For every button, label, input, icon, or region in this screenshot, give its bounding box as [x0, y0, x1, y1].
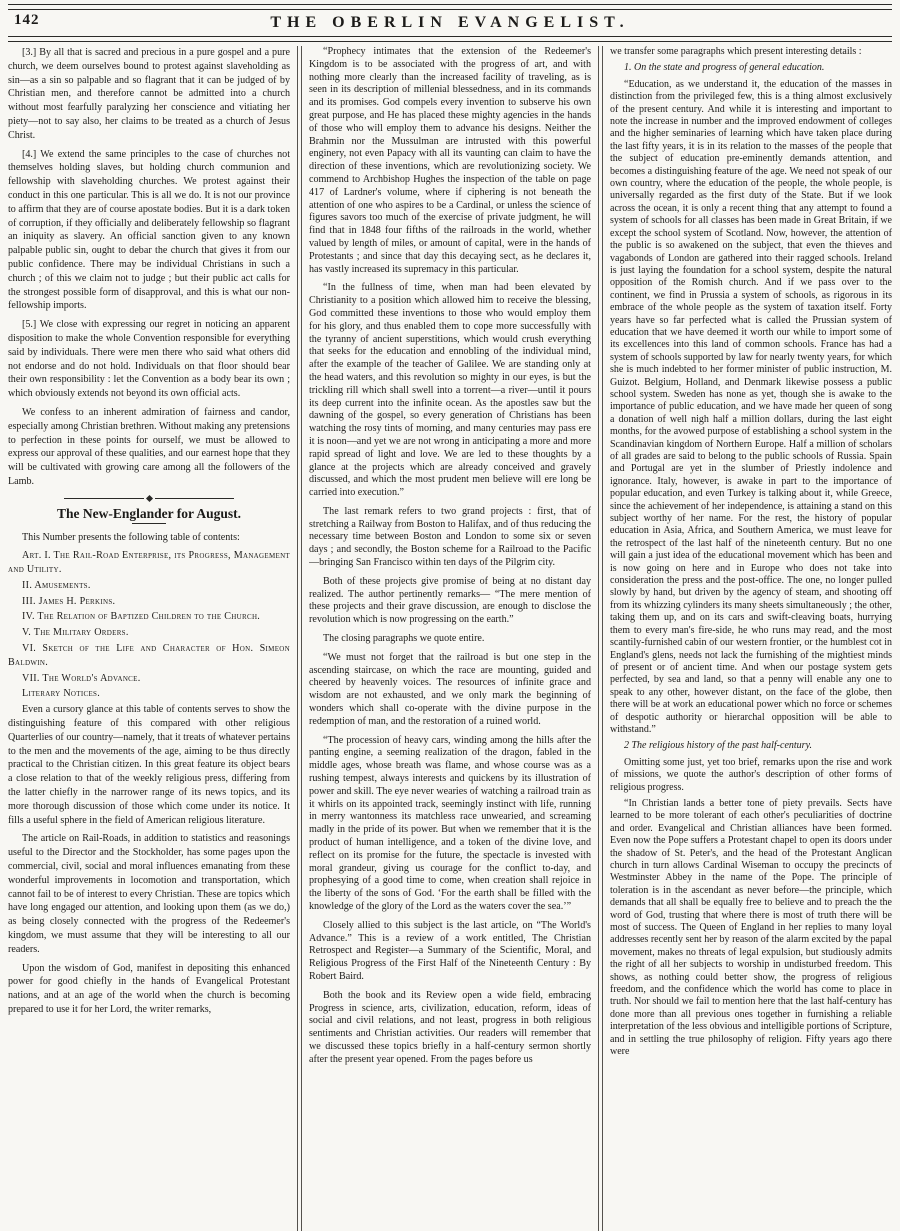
paragraph: “We must not forget that the railroad is but one step in the ascending staircase, on which the race are mounting, guided and cheered by heavenly voices. The resources of infinite grace and wisdom are not exhausted, and we only mark the beginning of wonders which shall co-operate with the divine purpose in the redemption of man, and the restoration of a ruined world. — [309, 651, 591, 727]
column-separator — [598, 46, 603, 1231]
paper-title: THE OBERLIN EVANGELIST. — [270, 14, 630, 31]
paragraph: “In Christian lands a better tone of piety prevails. Sects have learned to be more tolerant of each other's peculiarities of doctrine and order. Evangelical and Christian alliances have been formed. Even now the Pope suffers a Protestant chapel to open its doors under the shadow of St. Peter's, and the head of the Protestant Anglican church in turn allows Cardinal Wiseman to occupy the precincts of Westminster Abbey in the name of the Pope. The principle of toleration is in the ascendant as never before—the principle, which demands that all shall be equally free to believe and to preach the the word of God, trusting that where there is most of truth there will be most of success. The Queen of England in her replies to many loyal addresses recently sent her by reason of the alarm excited by the papal movement, makes no threats of legal expulsion, but studiously admits the right of all her subjects to worship in undisturbed freedom. This shows, as nothing could better show, the progress of religious freedom, and the confidence which the world has come to place in truth. Nor should we fail to mention here that the last half-century has done more than all previous ones together in furnishing a reliable interpretation of the less obvious and intelligible portions of Scripture, and in settling the true philosophy of religion. Fifty years ago there were — [610, 797, 892, 1058]
column-right — [610, 46, 892, 1231]
paragraph: Even a cursory glance at this table of contents serves to show the distinguishing feature of this compared with other religious Quarterlies of our country—namely, that it treats of whatever pertains to the men and the movements of the age, aiming to be thus directly practical to the Christian citizen. In this great feature its object bears a close relation to that of the weekly religious press, differing from the latter chiefly in the narrower range of its news topics, and its more thorough discussion of those which come under its notice. It fills a useful sphere in the field of American religious literature. — [8, 704, 290, 826]
toc-item: Art. I. The Rail-Road Enterprise, its Progress, Management and Utility. — [8, 550, 290, 576]
heading-underline — [132, 523, 166, 524]
toc-item: III. James H. Perkins. — [22, 595, 116, 607]
paragraph: We confess to an inherent admiration of fairness and candor, especially among Christian brethren. Without making any pretensions to perfection in these points for ourself, we must be allowed to express our approval of these qualities, and our earnest hope that they will be cultivated with growing care among all the followers of the Lamb. — [8, 406, 290, 487]
paragraph: Upon the wisdom of God, manifest in depositing this enhanced power for good chiefly in the hands of Evangelical Protestant nations, and at an age of the world when the church is becoming prepared to use it for her Lord, the writer remarks, — [8, 962, 290, 1015]
toc-item: Literary Notices. — [22, 688, 101, 700]
paragraph: Both the book and its Review open a wide field, embracing Progress in science, arts, civilization, education, reform, ideas of social and civil relations, and not least, progress in both religious sentiments and Christian activities. Our readers will remember that we discussed these topics briefly in a half-century sermon shortly after the present year opened. From the pages before us — [309, 989, 591, 1065]
column-middle — [309, 46, 591, 1231]
page-number: 142 — [14, 12, 40, 28]
paragraph: The closing paragraphs we quote entire. — [323, 633, 485, 645]
paragraph: Both of these projects give promise of being at no distant day realized. The author pertinently remarks— “The mere mention of these projects and their grave discussion, are enough to disclose the revolution which is now progressing on the earth.” — [309, 575, 591, 626]
section-heading-italic: 2 The religious history of the past half-century. — [624, 740, 812, 752]
paragraph: [4.] We extend the same principles to the case of churches not themselves holding slaves, but holding church communion and fellowship with slaveholding churches. We protest against their conduct in this one particular. This is all we do. It is not our province to affirm that they are of course apostate bodies. But it is a dark token of corruption, if they officially and deliberately fellowship so flagrant an iniquity as slavery. An official sanction given to any known palpable public sin, ought to debar the church that gives it from our public confidence. There may be individual Christians in such a church ; of this we claim not to judge ; but their public act calls for the strongest possible form of disapproval, and this is what our non-fellowship imports. — [8, 148, 290, 312]
paragraph: Omitting some just, yet too brief, remarks upon the rise and work of missions, we quote the author's description of other forms of religious progress. — [610, 756, 892, 793]
toc-item: VI. Sketch of the Life and Character of Hon. Simeon Baldwin. — [8, 643, 290, 668]
paragraph: “In the fullness of time, when man had been elevated by Christianity to a position which allowed him to receive the blessing, God committed these inventions to those who would employ them for his glory, and thus enabled them to cope more successfully with the tyranny of ancient superstitions, which would crush everything that seeks for the education and ennobling of the individual mind, after the example of the teacher of Galilee. We are standing only at the head waters, and this revolution so mighty in our eyes, is but the trickling rill which shall swell into a torrent—a river—until it pours its deep current into the infinite ocean. As the apostles saw but the dawning of the gospel, so every generation of Christians has been watching the rosy tints of morning, and many centuries may pass ere it is noon—and yet we are not wrong in anticipating a more and more rapid spread of light and love. We are led to these thoughts by a glance at the projects which are already conceived and gravely discussed, and which the most prudent men believe will ere long be carried into execution.” — [309, 282, 591, 499]
paragraph: “Education, as we understand it, the education of the masses in distinction from the privileged few, this is a thing almost exclusively of the present century. And while it is interesting and important to note the increase in number and the improved endowment of colleges and the higher seminaries of learning which have taken place during the last fifty years, it is in its relation to the masses of the people that the subject of education pre-eminently demands attention, and becomes a distinguishing feature of the age. We need not speak of our own country, where the education of the people, the whole people, is universally regarded as the first duty of the State. But if we look across the ocean, it is only a recent thing that any attempt to found a system of schools for all classes has been made in Great Britain, if we except the school system of Scotland. Now, however, the attention of the public is so awakened on the subject, that even the thieves and vagabonds of London are gathered into their ragged schools. Ireland is just laying the foundation for a school system, despite the natural opposition of the Romish church. And if we pass over to the continent, we find in Prussia a system of schools, as rigorous in its embrace of the whole people as the system of taxation itself. Forty years have so far perfected what is called the Prussian system of education that we have deemed it worth our while to import some of its excellences into this land of common schools. France has had a system of schools supported by law for nearly twenty years, for which she is much indebted to her former minister of public instruction, M. Guizot. Belgium, Holland, and Denmark likewise possess a public school system. Sweden has none as yet, though she is awake to the importance of public education, and we have made her queen of song a donation of well nigh half a million dollars, during the last eight months, for the avowed purpose of establishing a school system in the Scandinavian kingdom of Northern Europe. Half a million of scholars of all grades are said to belong to the public schools of Russia. Spain and Portugal are yet in the slumber of Priestly indolence and ignorance. Italy, however, is awake in part to the importance of popular education, and even Turkey is talking about it, while Greece, since the achievement of her independence, is attaining a stand on this subject worthy of her name. For the rest, the history of popular education in Asia, Africa, and Southern America, we must leave for the retrospect of the last half of the nineteenth century. But no one will gain a just idea of the educational movement which has been and is now going on here and in Europe who does not take into consideration the press and the post-office. The one, no longer pulled slowly by hand, but driven by the agency of steam, and shooting off from its whizzing cylinders its many sheets simultaneously ; the other, taking them up, and on its cars and swift-cleaving boats, hurrying them to every man's fire-side, he who runs may read, and the most scantily-furnished cabin of our western frontier, or the humblest cot in England's glens, needs not lack the furnishing of the mightiest minds of present or of ancient time. And when our postage system gets perfected, by sea and land, so that a penny will enable any one to speak to any other, however distant, on the face of the globe, then there will be at work an educational power which no force or schemes of despotic authority or hierarchal opposition will be able to withstand.” — [610, 78, 892, 735]
paragraph: “The procession of heavy cars, winding among the hills after the panting engine, a seeming realization of the dragon, fabled in the middle ages, whose breath was flame, and whose course was as a rushing tempest, always interests and quickens by its illustration of power and skill. The eye never wearies of watching a railroad train as it whirls on its appointed track, seemingly instinct with life, running in merry wantonness its matchless race unwearied, and screaming madly in the pride of its power. But when we remember that it is the product of human intelligence, and a token of the divine love, and reflect on its promise for the future, the spectacle is invested with moral grandeur, giving us courage for the conflict to-day, and prophesying of a good time to come, when creation shall rejoice in the liberty of the sons of God. ‘For the earth shall be filled with the knowledge of the glory of the Lord as the waters cover the sea.’” — [309, 734, 591, 912]
paragraph: “Prophecy intimates that the extension of the Redeemer's Kingdom is to be associated with the progress of art, and with nothing more clearly than the increased facility of traveling, as is seen in its description of millenial blessedness, and in its commands and its promises. God compels every invention to subserve his own great purpose, and He has placed these mighty agencies in the hands of those who will employ them to advance his designs. Neither the Brahmin nor the Mussulman are intrusted with this powerful enginery, not even Papacy with all its vaunting can claim to have the direction of these inventions, which are revolutionizing society. We commend to Archbishop Hughes the inspection of the table on page 417 of Lardner's volume, where if ciphering is not beneath the attention of one who aspires to be a Cardinal, or unless the science of figures savors too much of the exercise of private judgment, he will find that in 1848 four fifths of the railroads in the world, whether valued by length of miles, or amount of capital, were in the hands of Protestants ; and since that day this decaying sect, as he declares it, has vastly increased its supremacy in this particular. — [309, 46, 591, 275]
toc-item: V. The Military Orders. — [22, 627, 129, 639]
section-heading-italic: 1. On the state and progress of general education. — [624, 62, 825, 74]
toc-item: IV. The Relation of Baptized Children to the Church. — [22, 611, 261, 623]
paragraph: The last remark refers to two grand projects : first, that of stretching a Railway from Boston to Halifax, and of thus reducing the necessary time between Boston and London to some six or seven days ; and secondly, the Boston scheme for a Railroad to the Pacific—bringing San Francisco within ten days of the Pilgrim city. — [309, 505, 591, 569]
paragraph: The article on Rail-Roads, in addition to statistics and reasonings useful to the Director and the Stockholder, has some pages upon the commercial, civil, social and moral influences emanating from these wonderful improvements in locomotion and transportation, which cannot fail to be of interest to every Christian. These are topics which have long engaged our attention, and looking upon them (as we do,) as being closely connected with the progress of the Redeemer's kingdom, we must assume that they will be interesting to all our readers. — [8, 833, 290, 955]
column-left — [8, 46, 290, 1231]
masthead — [8, 10, 892, 36]
column-separator — [297, 46, 302, 1231]
section-divider-ornament — [64, 496, 234, 501]
toc-item: VII. The World's Advance. — [22, 672, 141, 684]
diamond-ornament-icon — [145, 495, 152, 502]
paragraph: we transfer some paragraphs which present interesting details : — [610, 46, 862, 57]
toc-item: II. Amusements. — [22, 579, 91, 591]
paragraph: Closely allied to this subject is the last article, on “The World's Advance.” This is a review of a work entitled, The Christian Retrospect and Register—a Summary of the Scientific, Moral, and Religious Progress of the First Half of the Nineteenth Century : By Robert Baird. — [309, 919, 591, 982]
page-content — [8, 46, 892, 1231]
paragraph: This Number presents the following table of contents: — [22, 531, 240, 543]
masthead-rule — [8, 36, 892, 42]
article-heading: The New-Englander for August. — [56, 505, 242, 521]
paragraph: [3.] By all that is sacred and precious in a pure gospel and a pure church, we deem ourselves bound to protest against slaveholding as sin—as a sin so palpable and so flagrant that it can be judged of by Christian men, and therefore cannot be admitted into a church without most fearfully paralyzing her conscience and vitiating her piety—not to say also, her claims to be treated as a church of Jesus Christ. — [8, 47, 290, 141]
paragraph: [5.] We close with expressing our regret in noticing an apparent disposition to make the whole Convention responsible for everything said by individuals. There were men there who said what others did not endorse and do not hold. Individuals on that floor should bear their own responsibility : let the Convention as a body bear its own ; which obviously extends not beyond its own official acts. — [8, 319, 290, 400]
